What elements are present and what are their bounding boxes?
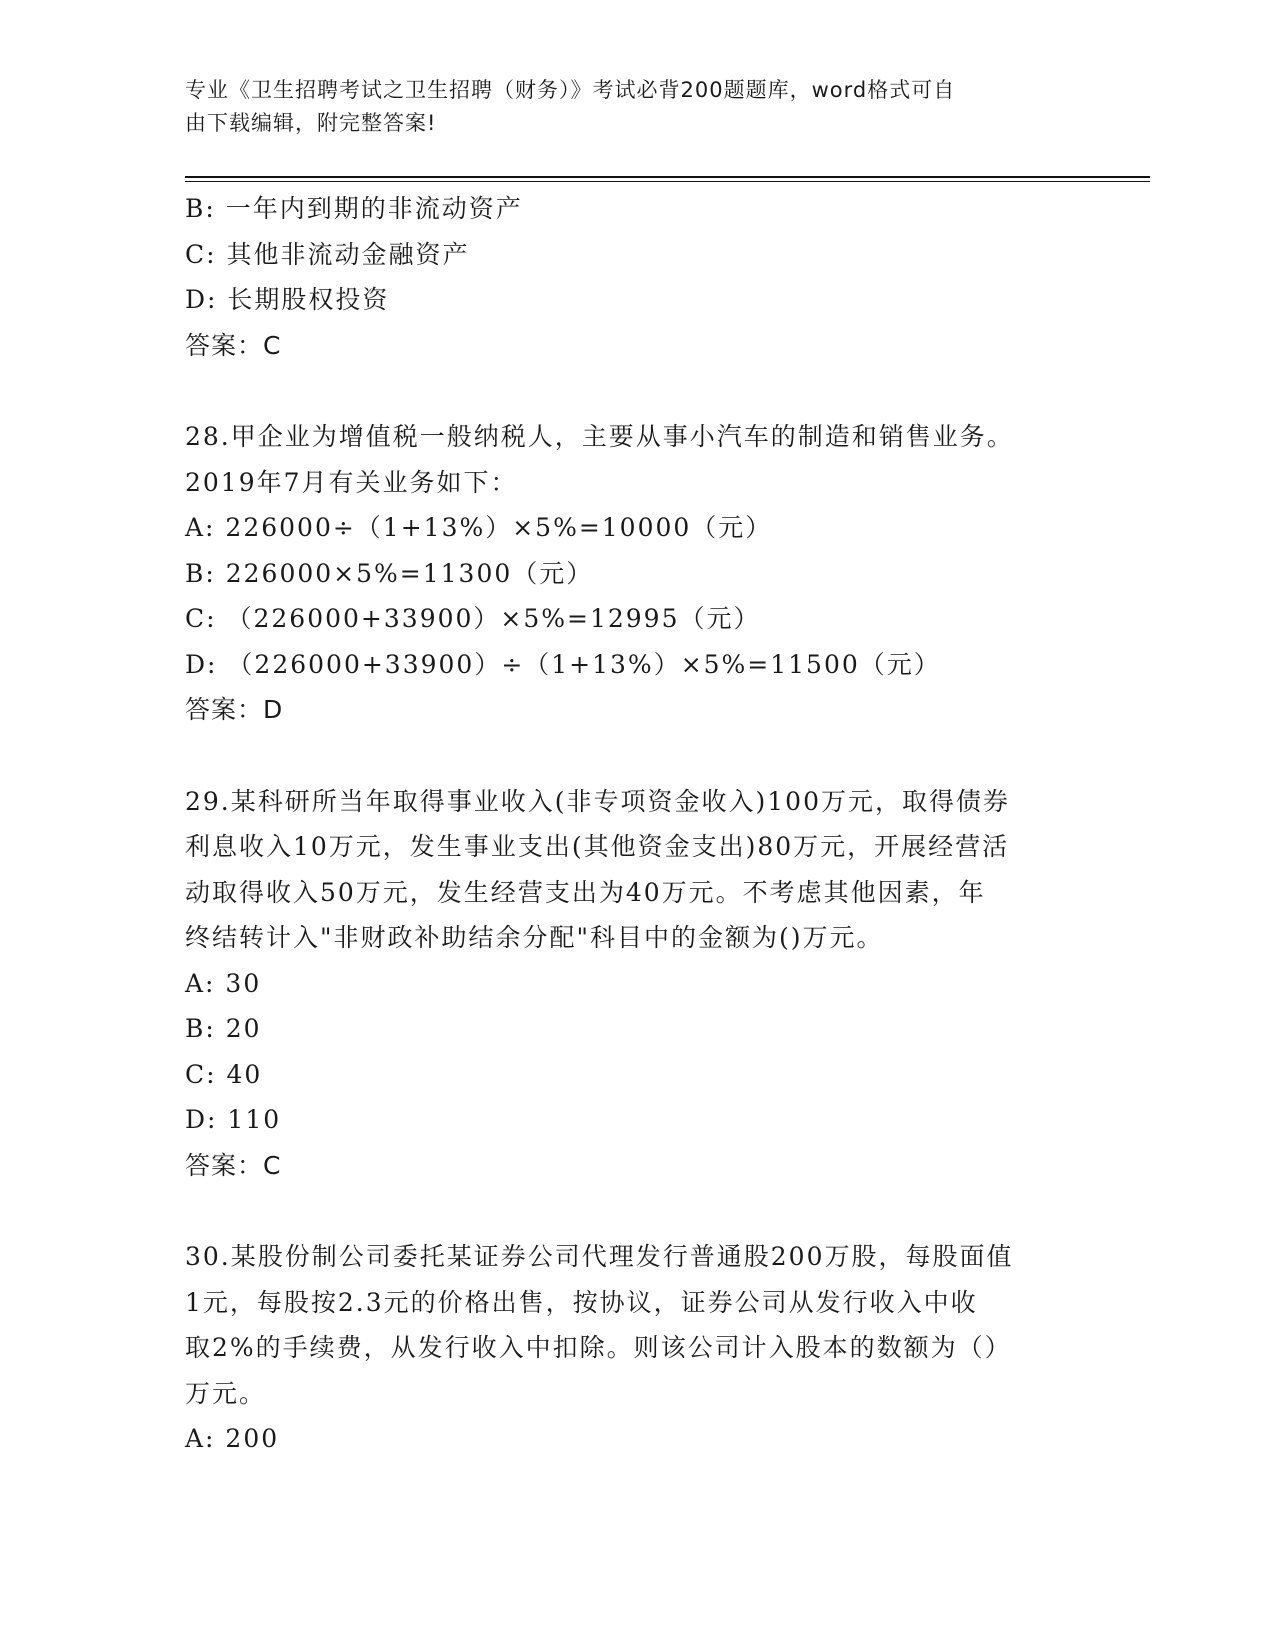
option-a: A: 30 — [185, 968, 262, 998]
answer-line: 答案：D — [185, 695, 284, 724]
question-stem-line: 取2%的手续费，从发行收入中扣除。则该公司计入股本的数额为（） — [185, 1333, 1012, 1362]
question-28 — [185, 414, 1085, 733]
question-spacer — [185, 1188, 1085, 1234]
question-stem-line: 动取得收入50万元，发生经营支出为40万元。不考虑其他因素，年 — [185, 877, 986, 907]
question-spacer — [185, 368, 1085, 414]
option-a: A: 226000÷（1+13%）×5%=10000（元） — [185, 513, 773, 542]
question-spacer — [185, 733, 1085, 779]
question-stem-line: 终结转计入"非财政补助结余分配"科目中的金额为()万元。 — [185, 923, 884, 952]
option-a: A: 200 — [185, 1424, 280, 1453]
question-stem-line: 利息收入10万元，发生事业支出(其他资金支出)80万元，开展经营活 — [185, 832, 1010, 861]
question-stem-line: 30.某股份制公司委托某证券公司代理发行普通股200万股，每股面值 — [185, 1242, 1014, 1271]
option-d: D: （226000+33900）÷（1+13%）×5%=11500（元） — [185, 649, 941, 679]
page-header — [185, 74, 1065, 140]
question-list — [185, 186, 1085, 1462]
question-stem-line: 1元，每股按2.3元的价格出售，按协议，证券公司从发行收入中收 — [185, 1287, 978, 1317]
question-stem-line: 2019年7月有关业务如下： — [185, 467, 518, 497]
option-d: D: 110 — [185, 1105, 282, 1134]
option-b: B: 一年内到期的非流动资产 — [185, 194, 523, 223]
option-b: B: 20 — [185, 1014, 262, 1043]
option-d: D: 长期股权投资 — [185, 285, 390, 314]
option-c: C: （226000+33900）×5%=12995（元） — [185, 604, 761, 633]
question-29 — [185, 779, 1085, 1189]
question-stem-line: 万元。 — [185, 1378, 267, 1408]
header-title-line-1: 专业《卫生招聘考试之卫生招聘（财务）》考试必背200题题库，word格式可自 — [185, 78, 956, 102]
header-title-line-2: 由下载编辑，附完整答案! — [185, 111, 437, 135]
answer-line: 答案：C — [185, 330, 282, 360]
option-c: C: 40 — [185, 1059, 263, 1089]
question-30 — [185, 1234, 1085, 1462]
header-divider-thick — [185, 176, 1150, 178]
option-b: B: 226000×5%=11300（元） — [185, 558, 594, 588]
answer-line: 答案：C — [185, 1150, 282, 1180]
question-stem-line: 29.某科研所当年取得事业收入(非专项资金收入)100万元，取得债券 — [185, 786, 1010, 816]
option-c: C: 其他非流动金融资产 — [185, 239, 470, 269]
header-divider-thin — [185, 181, 1150, 182]
question-stem-line: 28.甲企业为增值税一般纳税人，主要从事小汽车的制造和销售业务。 — [185, 422, 1014, 451]
question-27-tail — [185, 186, 1085, 368]
